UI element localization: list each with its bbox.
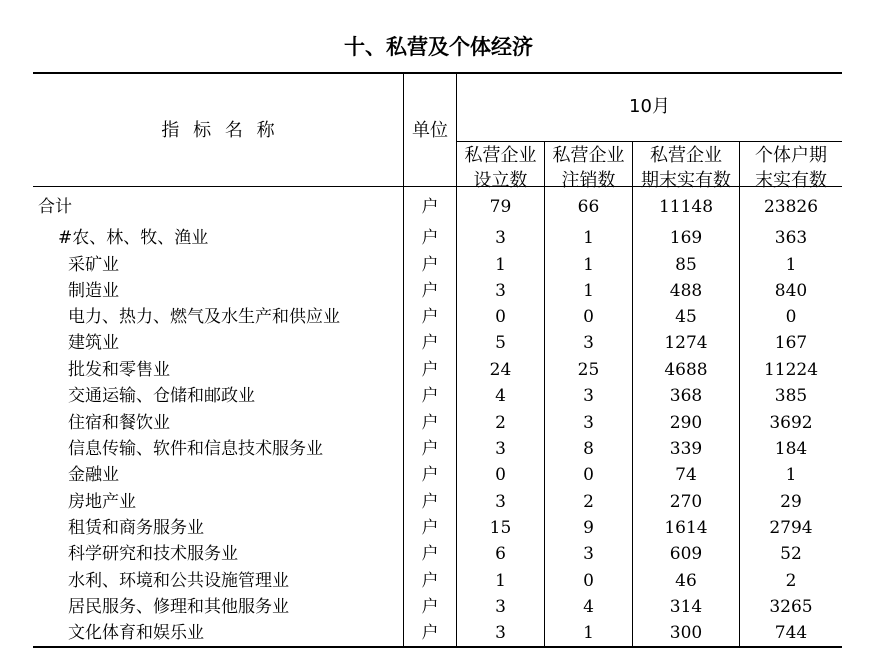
row-unit: 户	[421, 307, 439, 327]
row-name: 交通运输、仓储和邮政业	[68, 386, 255, 406]
row-value-established: 3	[495, 492, 506, 512]
row-value-individual-end: 744	[774, 623, 808, 643]
table-row	[0, 620, 877, 646]
row-value-individual-end: 840	[774, 281, 808, 301]
row-value-individual-end: 0	[785, 307, 797, 327]
row-name: 批发和零售业	[68, 360, 170, 380]
row-value-established: 3	[495, 281, 506, 301]
row-unit: 户	[421, 439, 439, 459]
row-value-deregistered: 3	[583, 333, 594, 353]
row-value-deregistered: 3	[583, 413, 594, 433]
row-value-enterprises-end: 270	[669, 492, 703, 512]
header-col3-line2: 期末实有数	[641, 170, 731, 191]
row-value-individual-end: 1	[785, 255, 797, 275]
row-name: 金融业	[68, 465, 119, 485]
row-value-enterprises-end: 339	[669, 439, 703, 459]
row-value-enterprises-end: 74	[675, 465, 697, 485]
row-value-deregistered: 0	[583, 571, 594, 591]
row-unit: 户	[421, 518, 439, 538]
row-unit: 户	[421, 255, 439, 275]
row-value-enterprises-end: 46	[675, 571, 697, 591]
table-row	[0, 383, 877, 409]
table-row	[0, 225, 877, 251]
table-row	[0, 278, 877, 304]
row-value-deregistered: 3	[583, 386, 594, 406]
row-name: 居民服务、修理和其他服务业	[68, 597, 289, 617]
row-value-individual-end: 167	[774, 333, 808, 353]
row-unit: 户	[421, 544, 439, 564]
table-row	[0, 304, 877, 330]
table-row	[0, 594, 877, 620]
header-col3-line1: 私营企业	[650, 145, 722, 166]
row-value-enterprises-end: 314	[669, 597, 703, 617]
table-row	[0, 330, 877, 356]
row-value-established: 5	[495, 333, 506, 353]
row-value-enterprises-end: 85	[675, 255, 697, 275]
row-value-individual-end: 29	[780, 492, 802, 512]
row-unit: 户	[421, 360, 439, 380]
row-value-enterprises-end: 11148	[658, 197, 714, 217]
row-value-individual-end: 2	[785, 571, 797, 591]
table-row	[0, 489, 877, 515]
row-value-enterprises-end: 609	[669, 544, 703, 564]
row-unit: 户	[421, 465, 439, 485]
row-value-established: 1	[495, 255, 506, 275]
row-name: 文化体育和娱乐业	[68, 623, 204, 643]
row-value-individual-end: 11224	[763, 360, 819, 380]
row-value-established: 15	[489, 518, 512, 538]
table-row	[0, 436, 877, 462]
row-value-enterprises-end: 169	[669, 228, 703, 248]
row-name: 采矿业	[68, 255, 119, 275]
month-divider-rule	[457, 141, 842, 142]
row-value-deregistered: 3	[583, 544, 594, 564]
header-col4-line1: 个体户期	[755, 145, 827, 166]
row-value-individual-end: 184	[774, 439, 808, 459]
row-value-established: 24	[489, 360, 512, 380]
header-col1	[457, 143, 544, 193]
row-value-individual-end: 23826	[763, 197, 819, 217]
row-value-established: 0	[495, 307, 506, 327]
row-value-enterprises-end: 4688	[664, 360, 708, 380]
row-name: 房地产业	[68, 492, 136, 512]
table-top-rule	[33, 72, 842, 74]
row-unit: 户	[421, 281, 439, 301]
row-name: #农、林、牧、渔业	[58, 228, 209, 248]
row-value-deregistered: 66	[577, 197, 600, 217]
header-indicator: 指 标 名 称	[161, 120, 275, 141]
row-value-established: 4	[495, 386, 506, 406]
row-value-deregistered: 4	[583, 597, 594, 617]
row-value-deregistered: 2	[583, 492, 594, 512]
row-value-deregistered: 1	[583, 281, 594, 301]
header-col1-line1: 私营企业	[464, 145, 537, 166]
row-value-deregistered: 0	[583, 465, 594, 485]
row-value-individual-end: 3265	[769, 597, 813, 617]
row-value-established: 3	[495, 228, 506, 248]
row-value-established: 1	[495, 571, 506, 591]
header-col4-line2: 末实有数	[755, 170, 827, 191]
row-value-individual-end: 52	[780, 544, 802, 564]
row-name: 科学研究和技术服务业	[68, 544, 238, 564]
row-unit: 户	[421, 623, 439, 643]
row-value-individual-end: 2794	[769, 518, 813, 538]
row-value-deregistered: 1	[583, 255, 594, 275]
header-unit: 单位	[412, 120, 448, 141]
row-value-established: 3	[495, 597, 506, 617]
table-row	[0, 252, 877, 278]
header-col1-line2: 设立数	[473, 170, 528, 191]
row-value-established: 2	[495, 413, 506, 433]
row-value-established: 3	[495, 439, 506, 459]
table-row	[0, 410, 877, 436]
row-name: 建筑业	[68, 333, 119, 353]
row-unit: 户	[421, 386, 439, 406]
row-value-enterprises-end: 290	[669, 413, 703, 433]
header-col2-line2: 注销数	[561, 170, 616, 191]
header-col3	[633, 143, 739, 193]
row-name: 住宿和餐饮业	[68, 413, 170, 433]
row-value-established: 3	[495, 623, 506, 643]
row-value-enterprises-end: 1274	[664, 333, 708, 353]
table-row-total	[0, 194, 877, 220]
table-row	[0, 462, 877, 488]
row-value-deregistered: 25	[577, 360, 600, 380]
row-name: 电力、热力、燃气及水生产和供应业	[68, 307, 340, 327]
row-value-enterprises-end: 45	[675, 307, 697, 327]
row-unit: 户	[421, 197, 439, 217]
row-name: 租赁和商务服务业	[68, 518, 204, 538]
table-bottom-rule	[33, 646, 842, 648]
row-value-individual-end: 3692	[769, 413, 813, 433]
page-title: 十、私营及个体经济	[344, 35, 533, 59]
table-row	[0, 568, 877, 594]
table-row	[0, 541, 877, 567]
row-name: 信息传输、软件和信息技术服务业	[68, 439, 323, 459]
row-value-deregistered: 1	[583, 228, 594, 248]
row-name: 合计	[38, 197, 72, 217]
header-month: 10月	[629, 96, 670, 117]
row-value-deregistered: 9	[583, 518, 594, 538]
row-unit: 户	[421, 333, 439, 353]
row-name: 制造业	[68, 281, 119, 301]
row-unit: 户	[421, 413, 439, 433]
row-value-individual-end: 363	[774, 228, 808, 248]
header-col4	[740, 143, 842, 193]
row-value-deregistered: 8	[583, 439, 594, 459]
row-value-established: 0	[495, 465, 506, 485]
row-unit: 户	[421, 492, 439, 512]
row-value-enterprises-end: 300	[669, 623, 703, 643]
row-unit: 户	[421, 571, 439, 591]
row-value-established: 6	[495, 544, 506, 564]
row-unit: 户	[421, 597, 439, 617]
header-col2	[545, 143, 632, 193]
table-row	[0, 515, 877, 541]
row-value-enterprises-end: 1614	[664, 518, 708, 538]
header-col2-line1: 私营企业	[552, 145, 625, 166]
row-value-deregistered: 1	[583, 623, 594, 643]
row-value-enterprises-end: 488	[669, 281, 703, 301]
row-value-deregistered: 0	[583, 307, 594, 327]
table-row	[0, 357, 877, 383]
row-value-individual-end: 1	[785, 465, 797, 485]
row-value-established: 79	[489, 197, 512, 217]
row-value-enterprises-end: 368	[669, 386, 703, 406]
row-unit: 户	[421, 228, 439, 248]
row-value-individual-end: 385	[774, 386, 808, 406]
row-name: 水利、环境和公共设施管理业	[68, 571, 289, 591]
